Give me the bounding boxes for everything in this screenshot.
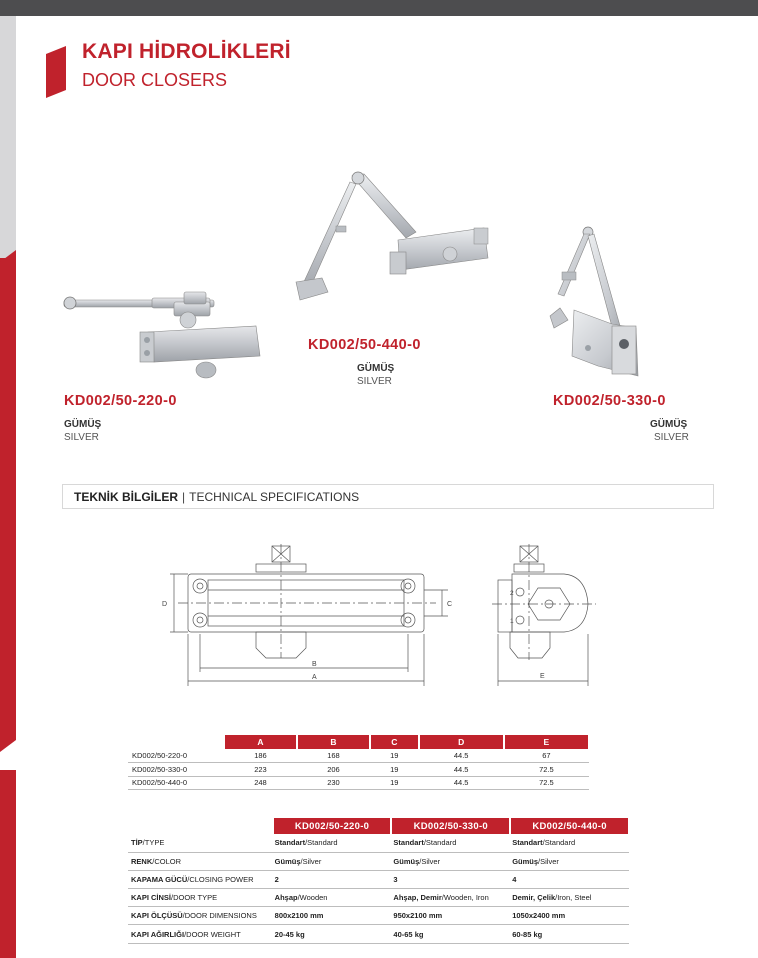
tech-cell [273, 907, 392, 925]
tech-cell [273, 925, 392, 943]
table-row [128, 907, 629, 925]
product-image-330 [538, 224, 650, 384]
tech-row-label [128, 907, 273, 925]
product-color-tr-220: GÜMÜŞ [64, 419, 102, 430]
tech-cell [391, 925, 510, 943]
tech-table-header [128, 818, 629, 834]
product-color-en-440: SILVER [357, 376, 392, 387]
tech-cell [510, 889, 629, 907]
dim-label-e: E [540, 673, 545, 680]
dim-header-d: D [419, 735, 504, 749]
tech-value-tr: 2 [274, 874, 279, 884]
tech-value-en: /Silver [538, 856, 559, 866]
table-row [128, 852, 629, 870]
dim-model: KD002/50-330-0 [128, 763, 224, 777]
table-row [128, 749, 589, 763]
tech-value-tr: Gümüş [512, 856, 539, 866]
product-code-440: KD002/50-440-0 [308, 337, 421, 353]
tech-label-en: /CLOSING POWER [187, 874, 254, 884]
dim-label-c: C [447, 601, 453, 608]
dim-cell: 67 [504, 749, 589, 763]
tech-cell [391, 907, 510, 925]
tech-cell [273, 852, 392, 870]
dim-cell: 206 [297, 763, 370, 777]
table-row [128, 834, 629, 852]
dim-model: KD002/50-440-0 [128, 776, 224, 790]
page-title: KAPI HİDROLİKLERİ [82, 40, 291, 63]
left-grey-band [0, 16, 16, 264]
tech-value-tr: Standart [512, 838, 543, 848]
dimensions-table-header [128, 735, 589, 749]
tech-value-tr: 950x2100 mm [393, 911, 443, 921]
tech-value-en: /Silver [419, 856, 441, 866]
dim-cell: 19 [370, 749, 419, 763]
tech-label-tr: KAPAMA GÜCÜ [131, 874, 188, 884]
specs-header-en: TECHNICAL SPECIFICATIONS [189, 489, 360, 504]
product-color-tr-330: GÜMÜŞ [650, 419, 688, 430]
tech-value-tr: 1050x2400 mm [512, 911, 566, 921]
tech-cell [510, 907, 629, 925]
tech-row-label [128, 870, 273, 888]
tech-label-en: /DOOR DIMENSIONS [182, 911, 257, 921]
table-row [128, 870, 629, 888]
page-subtitle: DOOR CLOSERS [82, 70, 228, 90]
dim-cell: 72.5 [504, 763, 589, 777]
technical-drawing-front [156, 540, 456, 686]
specs-header-tr: TEKNİK BİLGİLER [74, 489, 178, 504]
tech-value-tr: Demir, Çelik [512, 893, 556, 903]
product-color-en-220: SILVER [64, 432, 99, 443]
left-red-band [0, 258, 16, 958]
tech-label-en: /TYPE [142, 838, 165, 848]
tech-label-tr: RENK [131, 856, 153, 866]
tech-cell [510, 852, 629, 870]
tech-label-tr: TİP [131, 838, 143, 848]
tech-cell [391, 852, 510, 870]
product-code-220: KD002/50-220-0 [64, 393, 177, 409]
dim-label-b: B [312, 661, 317, 668]
tech-value-tr: Ahşap [274, 893, 298, 903]
tech-value-tr: Standart [393, 838, 424, 848]
table-row [128, 763, 589, 777]
top-bar [0, 0, 758, 16]
tech-value-tr: 20-45 kg [274, 929, 305, 939]
tech-label-en: /COLOR [152, 856, 182, 866]
tech-cell [391, 870, 510, 888]
dim-cell: 248 [224, 776, 297, 790]
title-flag-icon [46, 46, 66, 98]
dim-cell: 168 [297, 749, 370, 763]
dim-label-a: A [312, 674, 317, 681]
tech-cell [391, 834, 510, 852]
dim-cell: 19 [370, 763, 419, 777]
tech-value-en: /Standard [423, 838, 457, 848]
dim-header-c: C [370, 735, 419, 749]
tech-value-en: /Silver [300, 856, 322, 866]
product-code-330: KD002/50-330-0 [553, 393, 666, 409]
dim-cell: 44.5 [419, 749, 504, 763]
tech-header-440: KD002/50-440-0 [510, 818, 629, 834]
tech-value-en: /Iron, Steel [555, 893, 592, 903]
tech-cell [510, 925, 629, 943]
tech-value-tr: Standart [274, 838, 306, 848]
tech-cell [510, 834, 629, 852]
dim-cell: 223 [224, 763, 297, 777]
tech-cell [510, 870, 629, 888]
tech-label-en: /DOOR WEIGHT [184, 929, 241, 939]
tech-row-label [128, 889, 273, 907]
tech-value-tr: 60-85 kg [512, 929, 543, 939]
tech-row-label [128, 852, 273, 870]
table-row [128, 776, 589, 790]
tech-cell [273, 834, 392, 852]
specs-header-separator: | [182, 489, 186, 504]
dim-header-b: B [297, 735, 370, 749]
tech-row-label [128, 925, 273, 943]
tech-value-tr: Gümüş [393, 856, 420, 866]
dim-label-d: D [162, 601, 168, 608]
dim-label-one: 1 [510, 618, 514, 625]
tech-value-tr: Gümüş [274, 856, 301, 866]
dim-cell: 230 [297, 776, 370, 790]
table-row [128, 889, 629, 907]
tech-value-tr: 3 [393, 874, 398, 884]
tech-header-330: KD002/50-330-0 [391, 818, 510, 834]
tech-label-tr: KAPI ÖLÇÜSÜ [131, 911, 183, 921]
tech-label-en: /DOOR TYPE [171, 893, 218, 903]
tech-value-en: /Wooden, Iron [441, 893, 489, 903]
tech-value-tr: 40-65 kg [393, 929, 424, 939]
tech-value-en: /Wooden [297, 893, 328, 903]
product-color-tr-440: GÜMÜŞ [357, 363, 395, 374]
dim-cell: 44.5 [419, 776, 504, 790]
dim-cell: 44.5 [419, 763, 504, 777]
tech-value-en: /Standard [305, 838, 338, 848]
tech-cell [273, 870, 392, 888]
product-color-en-330: SILVER [654, 432, 689, 443]
tech-value-tr: Ahşap, Demir [393, 893, 442, 903]
dim-cell: 72.5 [504, 776, 589, 790]
dim-header-a: A [224, 735, 297, 749]
tech-label-tr: KAPI CİNSİ [131, 893, 172, 903]
tech-cell [391, 889, 510, 907]
technical-drawing-side [490, 540, 600, 686]
dimensions-table [128, 735, 590, 790]
tech-label-tr: KAPI AĞIRLIĞI [131, 929, 185, 939]
dim-cell: 19 [370, 776, 419, 790]
tech-row-label [128, 834, 273, 852]
tech-cell [273, 889, 392, 907]
dim-model: KD002/50-220-0 [128, 749, 224, 763]
tech-value-tr: 800x2100 mm [274, 911, 324, 921]
product-image-440 [288, 170, 504, 304]
tech-value-en: /Standard [542, 838, 576, 848]
tech-value-tr: 4 [512, 874, 517, 884]
dim-header-e: E [504, 735, 589, 749]
specs-header [62, 484, 714, 509]
dim-label-two: 2 [510, 590, 514, 597]
tech-header-220: KD002/50-220-0 [273, 818, 392, 834]
tech-specs-table [128, 818, 630, 944]
dim-cell: 186 [224, 749, 297, 763]
table-row [128, 925, 629, 943]
product-image-220 [56, 286, 266, 382]
